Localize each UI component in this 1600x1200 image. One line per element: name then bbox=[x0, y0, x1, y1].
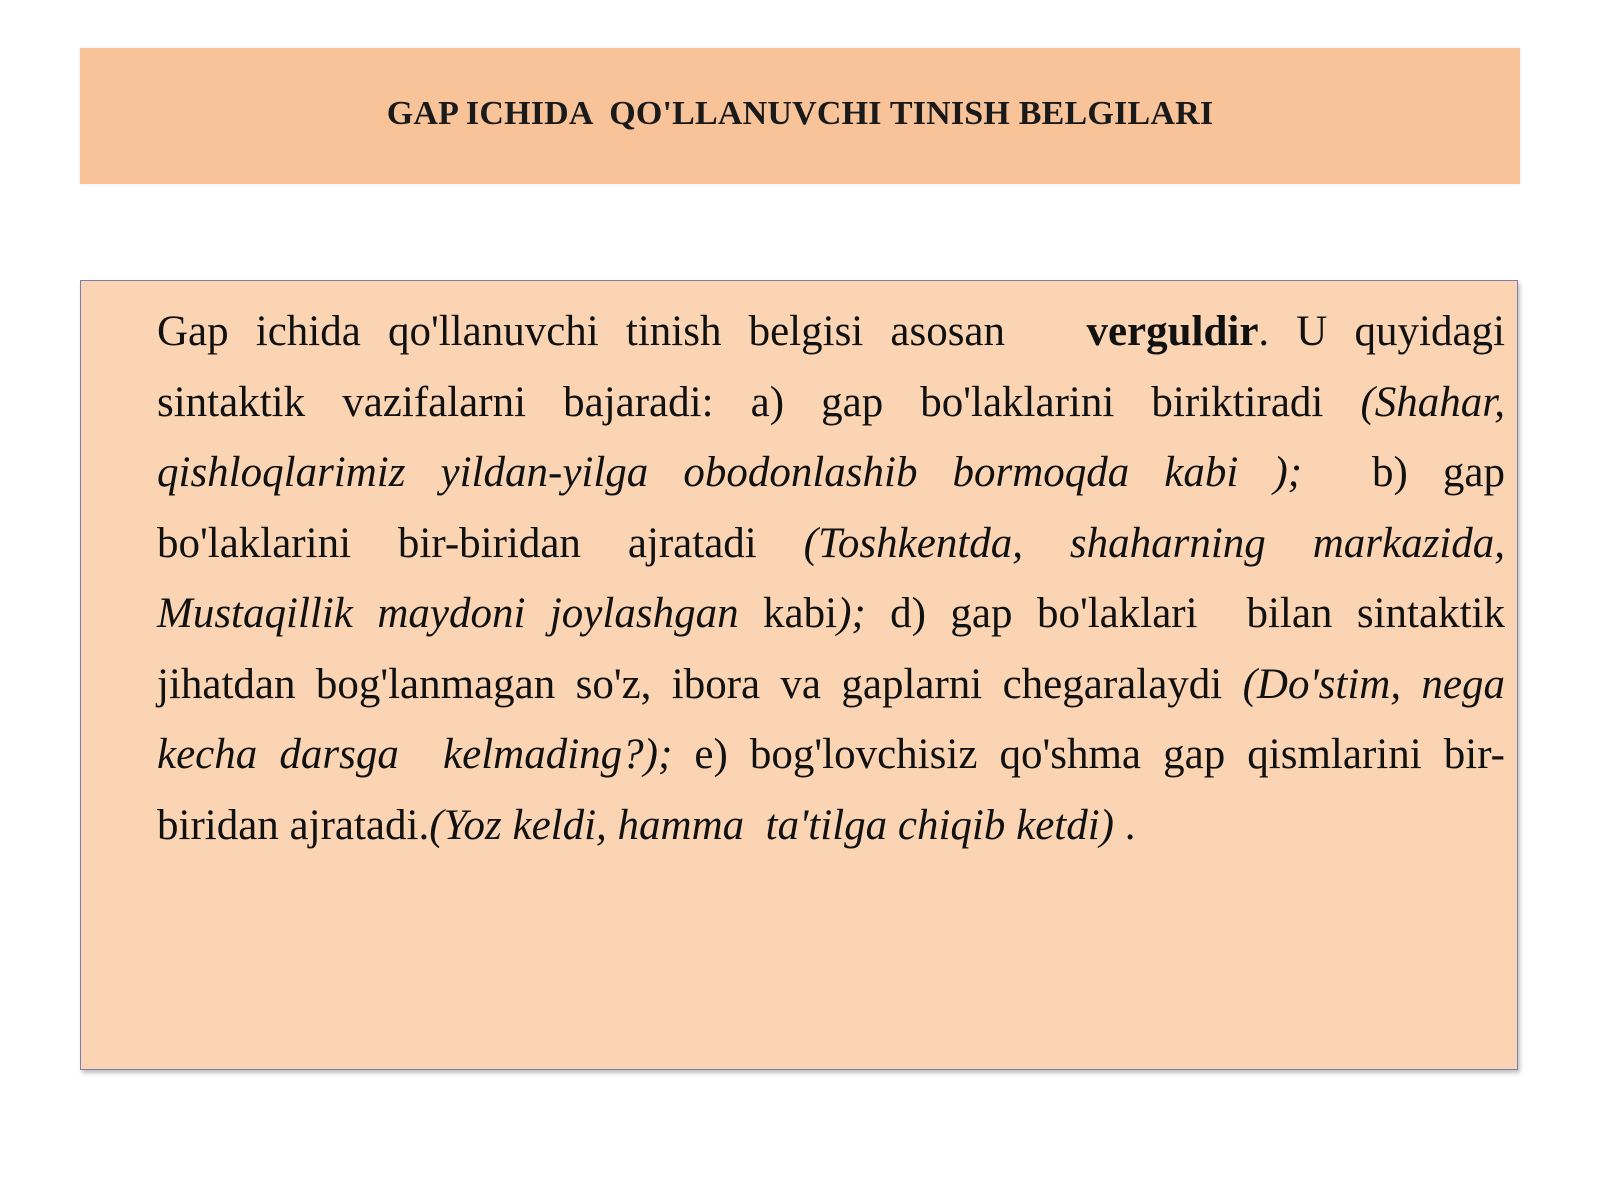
body-text: . U quyidagi sintaktik vazifalarni bajaradi: a) gap bo'laklarini biriktiradi bbox=[157, 308, 1527, 426]
example-text: (Do'stim, nega kecha darsga kelmading?); bbox=[157, 660, 1516, 778]
example-text: (Shahar, qishloqlarimiz yildan-yilga obodonlashib bormoqda kabi ); bbox=[157, 378, 1516, 496]
slide-title: GAP ICHIDA QO'LLANUVCHI TINISH BELGILARI bbox=[386, 95, 1214, 132]
example-text: (Toshkentda, shaharning markazida, Mustaqillik maydoni joylashgan bbox=[157, 519, 1516, 637]
body-text: kabi bbox=[738, 590, 838, 637]
body-text: . bbox=[1114, 801, 1136, 849]
body-text: Gap ichida qo'llanuvchi tinish belgisi asosan bbox=[157, 308, 1087, 355]
body-text: b) gap bo'laklarini bir-biridan ajratadi bbox=[157, 449, 1516, 567]
body-text: d) gap bo'laklari bilan sintaktik jihatdan bog'lanmagan so'z, ibora va gaplarni chegaralaydi bbox=[157, 590, 1516, 708]
content-box bbox=[80, 280, 1527, 1070]
emphasis-text: verguldir bbox=[1086, 308, 1259, 355]
body-text: e) bog'lovchisiz qo'shma gap qismlarini bir-biridan ajratadi. bbox=[157, 731, 1506, 849]
body-paragraph bbox=[157, 297, 1527, 861]
example-text: (Yoz keldi, hamma ta'tilga chiqib ketdi) bbox=[429, 801, 1115, 849]
title-banner bbox=[80, 48, 1520, 184]
example-text: ); bbox=[837, 590, 866, 637]
